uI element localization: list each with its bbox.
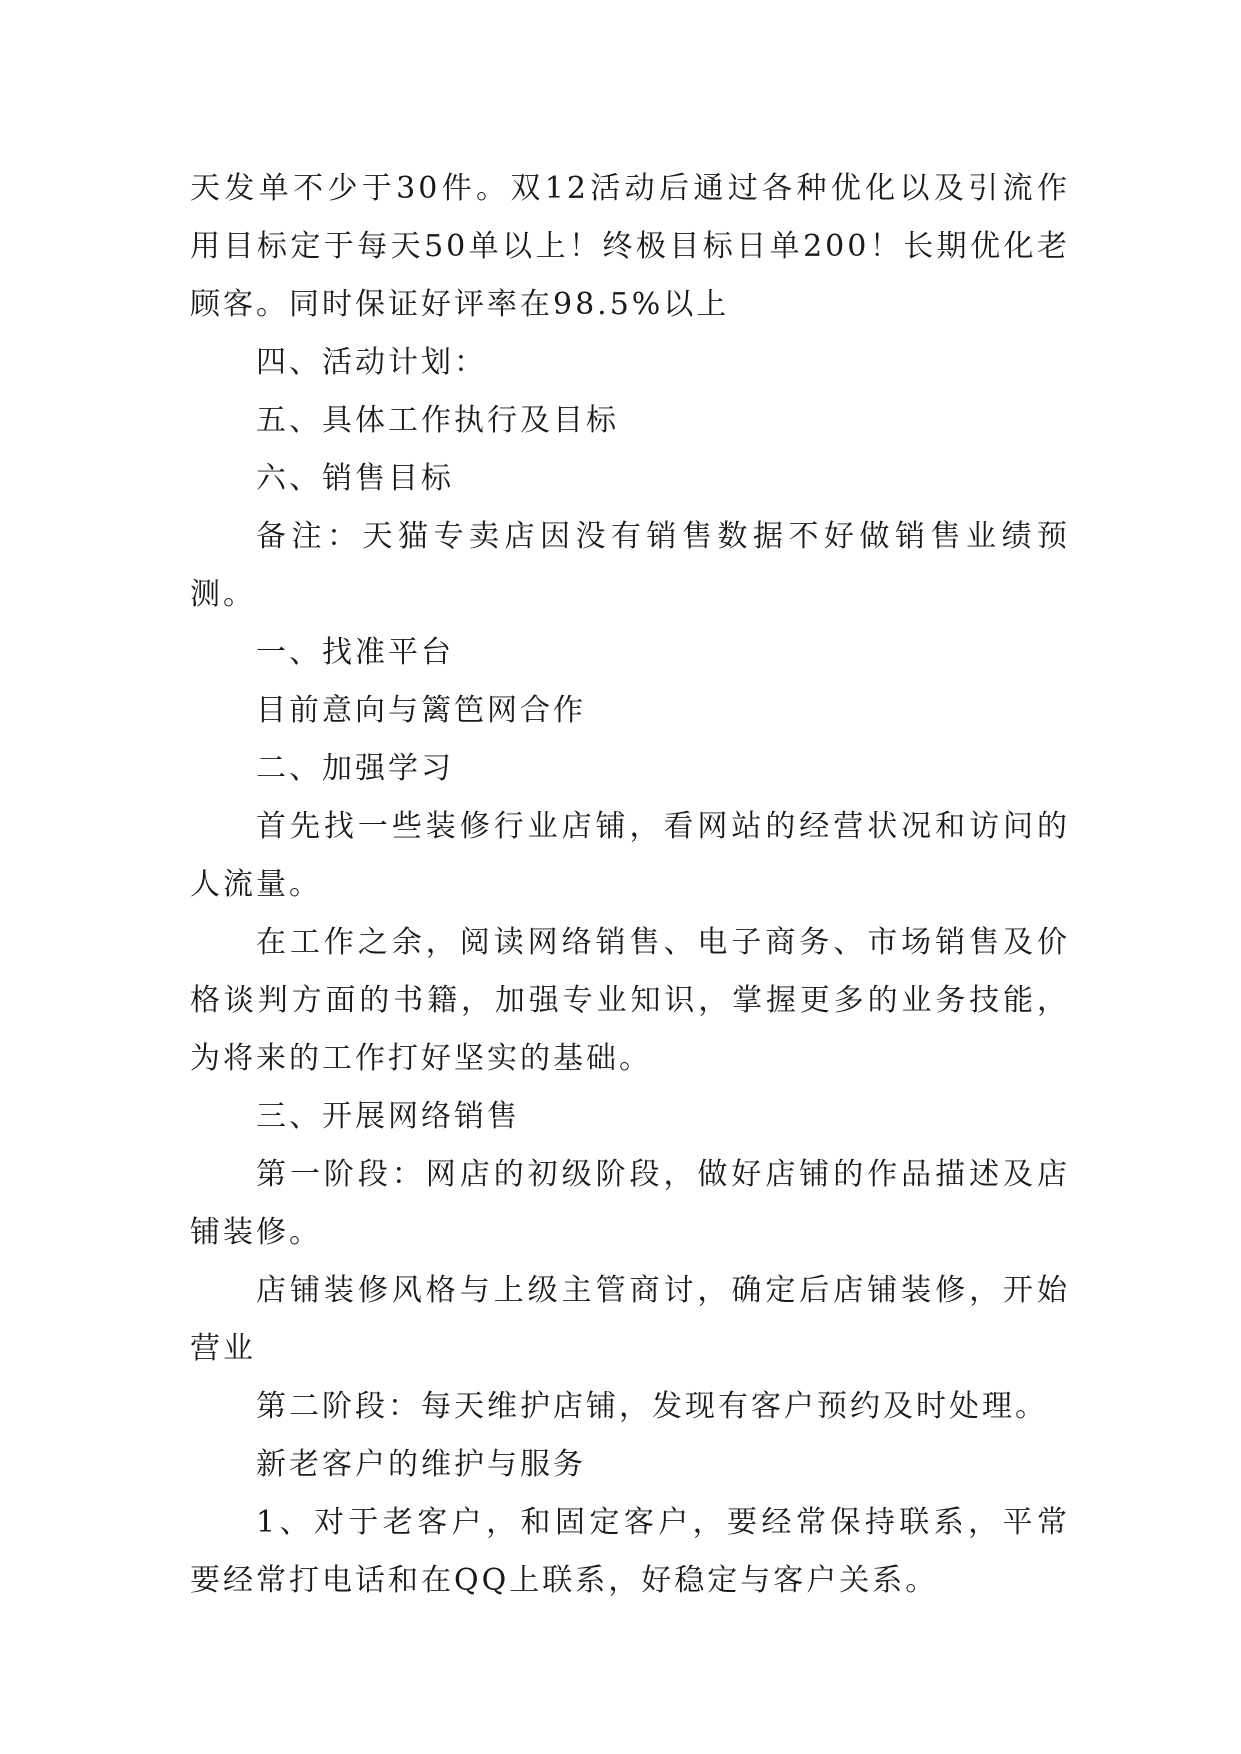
paragraph-phase-two: 第二阶段：每天维护店铺，发现有客户预约及时处理。 xyxy=(256,1389,1048,1424)
heading-execution-goals: 五、具体工作执行及目标 xyxy=(256,403,619,438)
paragraph-research-shops: 首先找一些装修行业店铺，看网站的经营状况和访问的人流量。 xyxy=(190,809,1070,902)
heading-activity-plan: 四、活动计划： xyxy=(256,345,487,380)
paragraph-reading: 在工作之余，阅读网络销售、电子商务、市场销售及价格谈判方面的书籍，加强专业知识，掌握更多的业务技能，为将来的工作打好坚实的基础。 xyxy=(190,925,1070,1076)
paragraph-shop-decoration: 店铺装修风格与上级主管商讨，确定后店铺装修，开始营业 xyxy=(190,1273,1070,1366)
heading-sales-target: 六、销售目标 xyxy=(256,461,454,496)
heading-customer-service: 新老客户的维护与服务 xyxy=(256,1447,586,1482)
heading-online-sales: 三、开展网络销售 xyxy=(256,1099,520,1134)
heading-strengthen-learning: 二、加强学习 xyxy=(256,751,454,786)
paragraph-platform-intent: 目前意向与篱笆网合作 xyxy=(256,693,586,728)
document-body xyxy=(190,160,1070,1610)
paragraph-old-customers: 1、对于老客户，和固定客户，要经常保持联系，平常要经常打电话和在QQ上联系，好稳定与客户关系。 xyxy=(190,1505,1070,1598)
paragraph-note: 备注：天猫专卖店因没有销售数据不好做销售业绩预测。 xyxy=(190,519,1070,612)
paragraph-phase-one: 第一阶段：网店的初级阶段，做好店铺的作品描述及店铺装修。 xyxy=(190,1157,1070,1250)
paragraph-continuation: 天发单不少于30件。双12活动后通过各种优化以及引流作用目标定于每天50单以上！终极目标日单200！长期优化老顾客。同时保证好评率在98.5%以上 xyxy=(190,171,1070,322)
heading-find-platform: 一、找准平台 xyxy=(256,635,454,670)
